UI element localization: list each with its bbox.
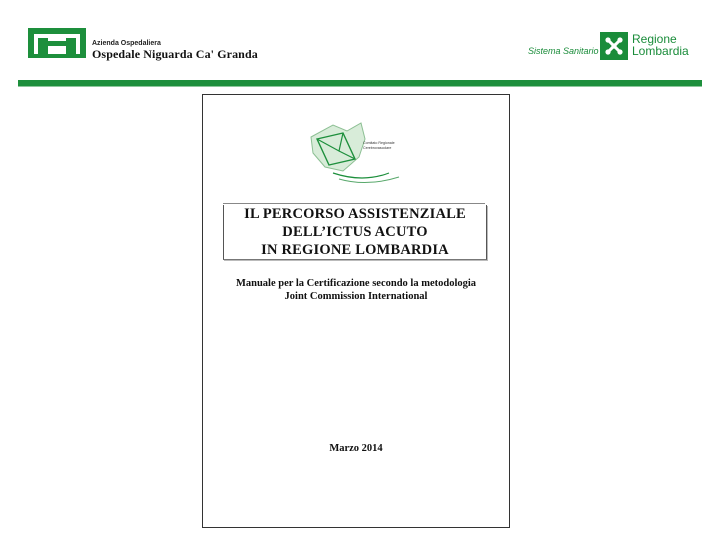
regione-lombardia-text xyxy=(632,33,689,57)
region-line-1: Regione xyxy=(632,32,677,46)
subtitle-line-2: Joint Commission International xyxy=(284,291,428,302)
hospital-name-block xyxy=(92,40,258,61)
sistema-sanitario-label: Sistema Sanitario xyxy=(528,46,599,56)
emblem-caption xyxy=(363,141,411,150)
document-title-box xyxy=(223,205,487,260)
hospital-subtitle: Azienda Ospedaliera xyxy=(92,40,161,47)
header-bar xyxy=(0,0,720,90)
emblem-line-2: Cerebrovascolare xyxy=(363,145,392,150)
title-line-1: IL PERCORSO ASSISTENZIALE xyxy=(244,206,466,222)
title-line-3: IN REGIONE LOMBARDIA xyxy=(261,242,449,258)
document-subtitle xyxy=(203,277,509,303)
title-top-rule xyxy=(223,203,485,204)
hospital-logo-icon xyxy=(28,28,86,58)
document-date: Marzo 2014 xyxy=(329,443,383,454)
region-line-2: Lombardia xyxy=(632,44,689,58)
document-cover xyxy=(202,94,510,528)
regione-lombardia-logo-icon xyxy=(600,32,628,60)
hospital-name: Ospedale Niguarda Ca' Granda xyxy=(92,46,258,61)
subtitle-line-1: Manuale per la Certificazione secondo la metodologia xyxy=(235,278,477,289)
cerebrovascular-emblem-icon xyxy=(303,117,413,187)
title-line-2: DELL’ICTUS ACUTO xyxy=(282,224,428,240)
header-divider-thin xyxy=(18,86,702,87)
emblem-line-1: Comitato Regionale xyxy=(363,141,395,145)
